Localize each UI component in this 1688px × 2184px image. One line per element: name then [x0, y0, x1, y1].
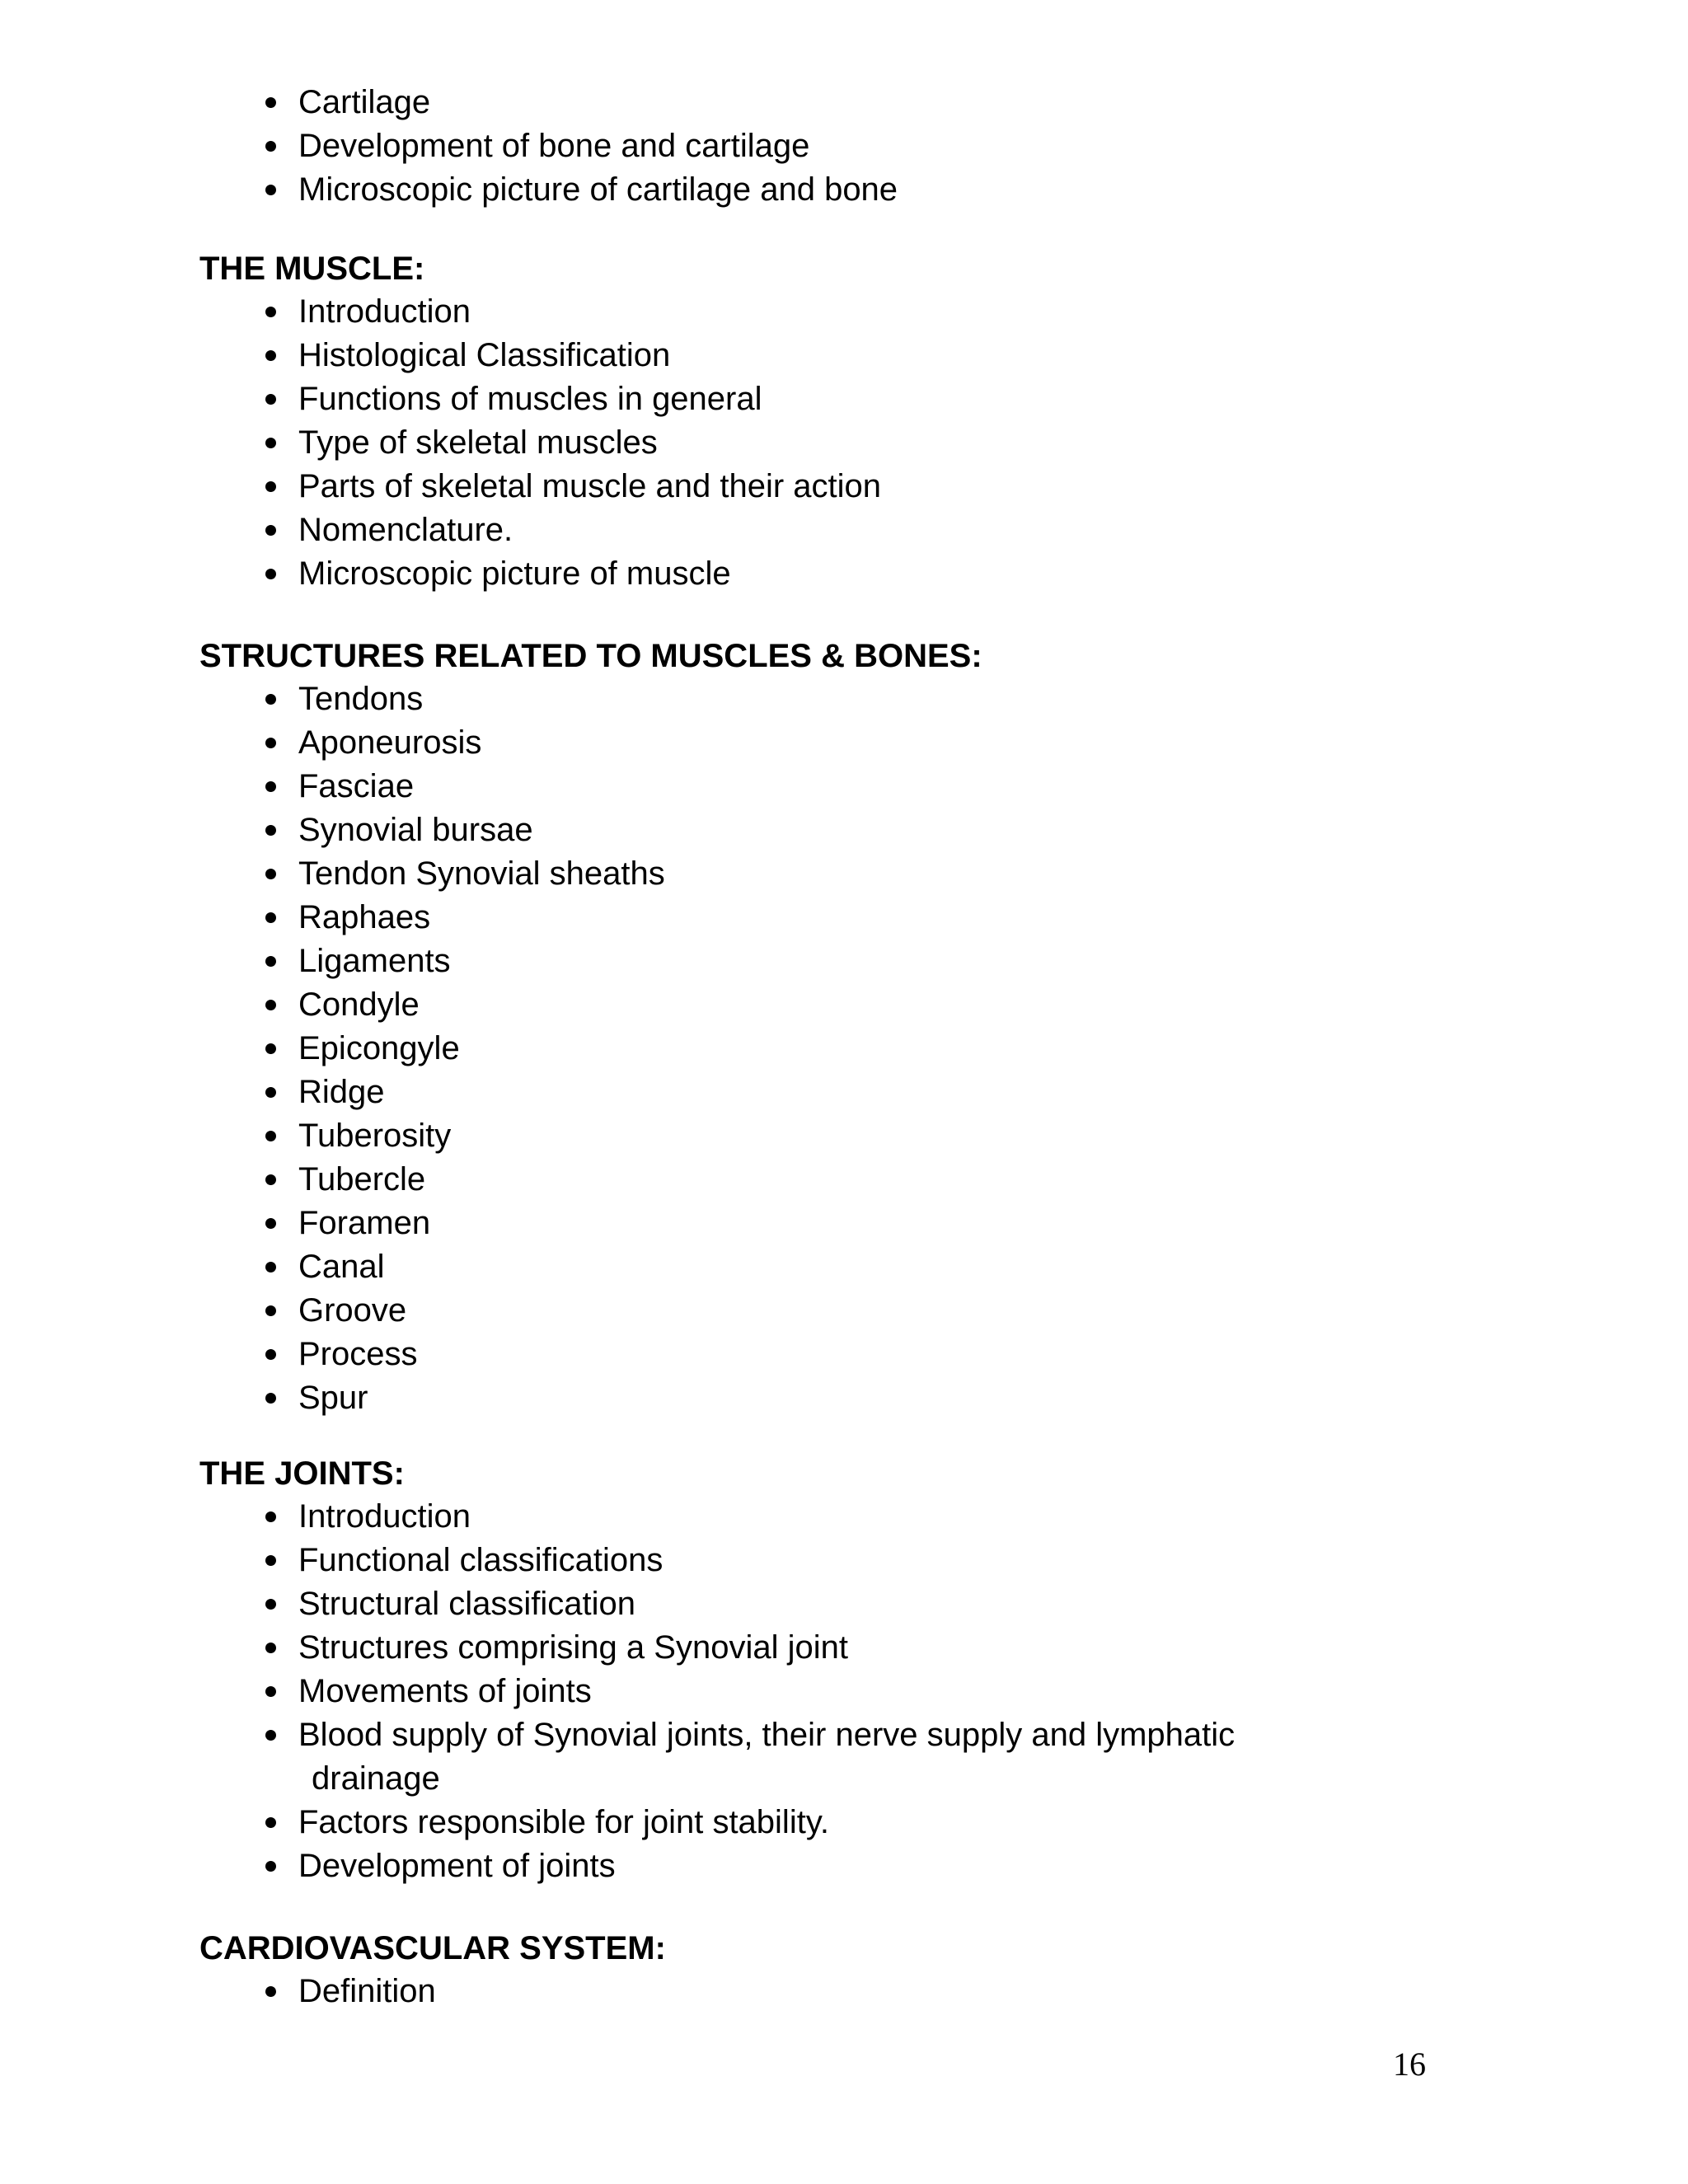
section-bullet-list: [199, 290, 1485, 596]
page-number: 16: [1393, 2046, 1426, 2083]
bullet-icon: [265, 525, 276, 536]
bullet-icon: [265, 1393, 276, 1404]
bullet-icon: [265, 438, 276, 448]
list-item: Factors responsible for joint stability.: [199, 1801, 1485, 1844]
bullet-icon: [265, 1730, 276, 1741]
bullet-icon: [265, 569, 276, 579]
section-heading: CARDIOVASCULAR SYSTEM:: [199, 1930, 666, 1966]
bullet-icon: [265, 1043, 276, 1054]
list-item: Definition: [199, 1970, 1485, 2013]
list-item: Microscopic picture of muscle: [199, 552, 1485, 596]
section-muscle: [199, 247, 1485, 596]
bullet-icon: [265, 1000, 276, 1010]
section-cardiovascular: [199, 1927, 1485, 2013]
list-item: Nomenclature.: [199, 509, 1485, 552]
list-item: Structures comprising a Synovial joint: [199, 1626, 1485, 1670]
list-item: Cartilage: [199, 81, 1485, 124]
section-joints: [199, 1452, 1485, 1888]
list-item: Epicongyle: [199, 1027, 1485, 1071]
list-item: Groove: [199, 1289, 1485, 1333]
list-item: Introduction: [199, 1495, 1485, 1539]
section-bullet-list: [199, 1970, 1485, 2013]
section-bullet-list: [199, 677, 1485, 1420]
list-item: Blood supply of Synovial joints, their nerve supply and lymphatic drainage: [199, 1713, 1485, 1801]
top-bullet-list: [199, 81, 1485, 212]
bullet-icon: [265, 1511, 276, 1522]
bullet-icon: [265, 1861, 276, 1872]
bullet-icon: [265, 781, 276, 792]
list-item: Functional classifications: [199, 1539, 1485, 1582]
list-item: Tubercle: [199, 1158, 1485, 1202]
bullet-icon: [265, 1555, 276, 1566]
bullet-icon: [265, 1686, 276, 1697]
list-item: Type of skeletal muscles: [199, 421, 1485, 465]
list-item: Spur: [199, 1376, 1485, 1420]
bullet-icon: [265, 307, 276, 317]
list-item: Tuberosity: [199, 1114, 1485, 1158]
bullet-icon: [265, 1262, 276, 1272]
list-item: Process: [199, 1333, 1485, 1376]
list-item: Ridge: [199, 1071, 1485, 1114]
section-heading: STRUCTURES RELATED TO MUSCLES & BONES:: [199, 638, 982, 674]
list-item: Condyle: [199, 983, 1485, 1027]
bullet-icon: [265, 97, 276, 108]
bullet-icon: [265, 1349, 276, 1360]
section-structures: [199, 635, 1485, 1420]
bullet-icon: [265, 141, 276, 152]
list-item: Tendon Synovial sheaths: [199, 852, 1485, 896]
list-item: Movements of joints: [199, 1670, 1485, 1713]
bullet-icon: [265, 394, 276, 405]
list-item: Microscopic picture of cartilage and bone: [199, 168, 1485, 212]
bullet-icon: [265, 1131, 276, 1141]
bullet-icon: [265, 825, 276, 836]
list-item: Aponeurosis: [199, 721, 1485, 765]
bullet-icon: [265, 1599, 276, 1610]
list-item: Development of joints: [199, 1844, 1485, 1888]
bullet-icon: [265, 1643, 276, 1653]
bullet-icon: [265, 738, 276, 748]
list-item: Structural classification: [199, 1582, 1485, 1626]
bullet-icon: [265, 694, 276, 705]
list-item: Raphaes: [199, 896, 1485, 940]
bullet-icon: [265, 1986, 276, 1997]
bullet-icon: [265, 185, 276, 195]
list-item: Histological Classification: [199, 334, 1485, 377]
bullet-icon: [265, 481, 276, 492]
section-bullet-list: [199, 1495, 1485, 1888]
list-item: Introduction: [199, 290, 1485, 334]
bullet-icon: [265, 1305, 276, 1316]
list-item: Fasciae: [199, 765, 1485, 808]
list-item: Parts of skeletal muscle and their action: [199, 465, 1485, 509]
section-heading: THE JOINTS:: [199, 1455, 405, 1492]
bullet-icon: [265, 1087, 276, 1098]
list-item: Synovial bursae: [199, 808, 1485, 852]
intro-list-block: [199, 81, 1485, 212]
bullet-icon: [265, 956, 276, 967]
bullet-icon: [265, 1218, 276, 1229]
list-item: Tendons: [199, 677, 1485, 721]
list-item: Development of bone and cartilage: [199, 124, 1485, 168]
list-item-continuation: drainage: [312, 1760, 440, 1797]
list-item: Functions of muscles in general: [199, 377, 1485, 421]
bullet-icon: [265, 350, 276, 361]
section-heading: THE MUSCLE:: [199, 251, 425, 287]
list-item: Foramen: [199, 1202, 1485, 1245]
bullet-icon: [265, 1174, 276, 1185]
bullet-icon: [265, 869, 276, 879]
list-item: Ligaments: [199, 940, 1485, 983]
bullet-icon: [265, 912, 276, 923]
bullet-icon: [265, 1817, 276, 1828]
list-item: Canal: [199, 1245, 1485, 1289]
